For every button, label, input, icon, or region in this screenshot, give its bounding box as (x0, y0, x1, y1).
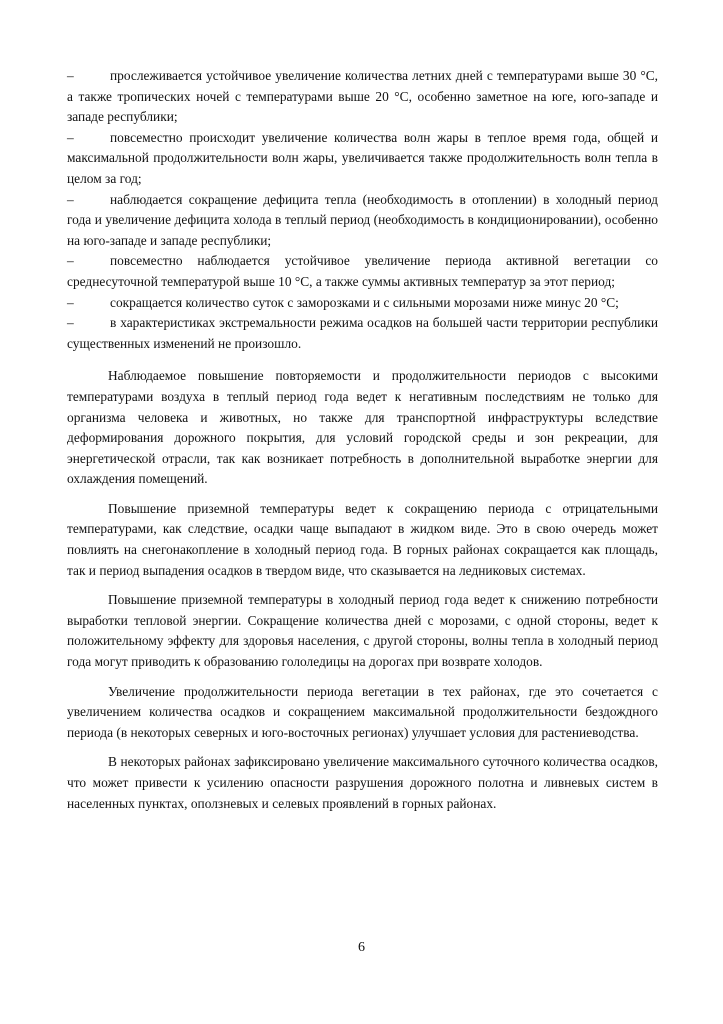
list-dash: – (67, 191, 74, 207)
list-dash: – (67, 315, 74, 331)
paragraph: Повышение приземной температуры ведет к сокращению периода с отрицательными температурами, как следствие, осадки чаще выпадают в жидком виде. Это в свою очередь может повлиять на снегонакопление в холодный период года. В горных районах сокращается как площадь, так и период выпадения осадков в твердом виде, что сказывается на ледниковых системах. (67, 500, 658, 578)
list-dash: – (67, 129, 74, 145)
list-item (67, 66, 658, 128)
page-number: 6 (358, 940, 365, 955)
list-dash: – (67, 68, 74, 83)
bullet-list (67, 66, 658, 354)
list-item-text: сокращается количество суток с заморозками и с сильными морозами ниже минус 20 °С; (110, 294, 619, 310)
list-item (67, 293, 658, 314)
list-item (67, 190, 658, 252)
paragraphs (67, 366, 658, 814)
list-dash: – (67, 253, 74, 269)
paragraph: Повышение приземной температуры в холодный период года ведет к снижению потребности выработки тепловой энергии. Сокращение количества дней с морозами, с одной стороны, ведет к положительному эффекту для здоровья населения, с другой стороны, волны тепла в холодный период года могут приводить к образованию гололедицы на дорогах при возврате холодов. (67, 592, 658, 670)
list-item (67, 251, 658, 292)
paragraph: В некоторых районах зафиксировано увеличение максимального суточного количества осадков, что может привести к усилению опасности разрушения дорожного полотна и ливневых систем в населенных пунктах, оползневых и селевых проявлений в горных районах. (67, 754, 658, 811)
list-item-text: наблюдается сокращение дефицита тепла (необходимость в отоплении) в холодный период года и увеличение дефицита холода в теплый период (необходимость в кондиционировании), особенно на юго-западе и западе республики; (67, 191, 658, 248)
list-item-text: в характеристиках экстремальности режима осадков на большей части территории республики существенных изменений не произошло. (67, 315, 658, 351)
list-item (67, 313, 658, 354)
document-body (67, 66, 658, 814)
list-dash: – (67, 294, 74, 310)
list-item-text: повсеместно происходит увеличение количества волн жары в теплое время года, общей и максимальной продолжительности волн жары, увеличивается также продолжительность волн тепла в целом за год; (67, 129, 658, 186)
paragraph: Наблюдаемое повышение повторяемости и продолжительности периодов с высокими температурами воздуха в теплый период года ведет к негативным последствиям не только для организма человека и животных, но также для транспортной инфраструктуры вследствие деформирования дорожного покрытия, для условий городской среды и зон рекреации, для энергетической отрасли, так как возникает потребность в дополнительной выработке энергии для охлаждения помещений. (67, 368, 658, 487)
paragraph: Увеличение продолжительности периода вегетации в тех районах, где это сочетается с увеличением количества осадков и сокращением максимальной продолжительности бездождного периода (в некоторых северных и юго-восточных регионах) улучшает условия для растениеводства. (67, 683, 658, 740)
list-item (67, 128, 658, 190)
list-item-text: прослеживается устойчивое увеличение количества летних дней с температурами выше 30 °С, а также тропических ночей с температурами выше 20 °С, особенно заметное на юге, юго-западе и западе республики; (67, 68, 658, 125)
list-item-text: повсеместно наблюдается устойчивое увеличение периода активной вегетации со среднесуточной температурой выше 10 °С, а также суммы активных температур за этот период; (67, 253, 658, 289)
